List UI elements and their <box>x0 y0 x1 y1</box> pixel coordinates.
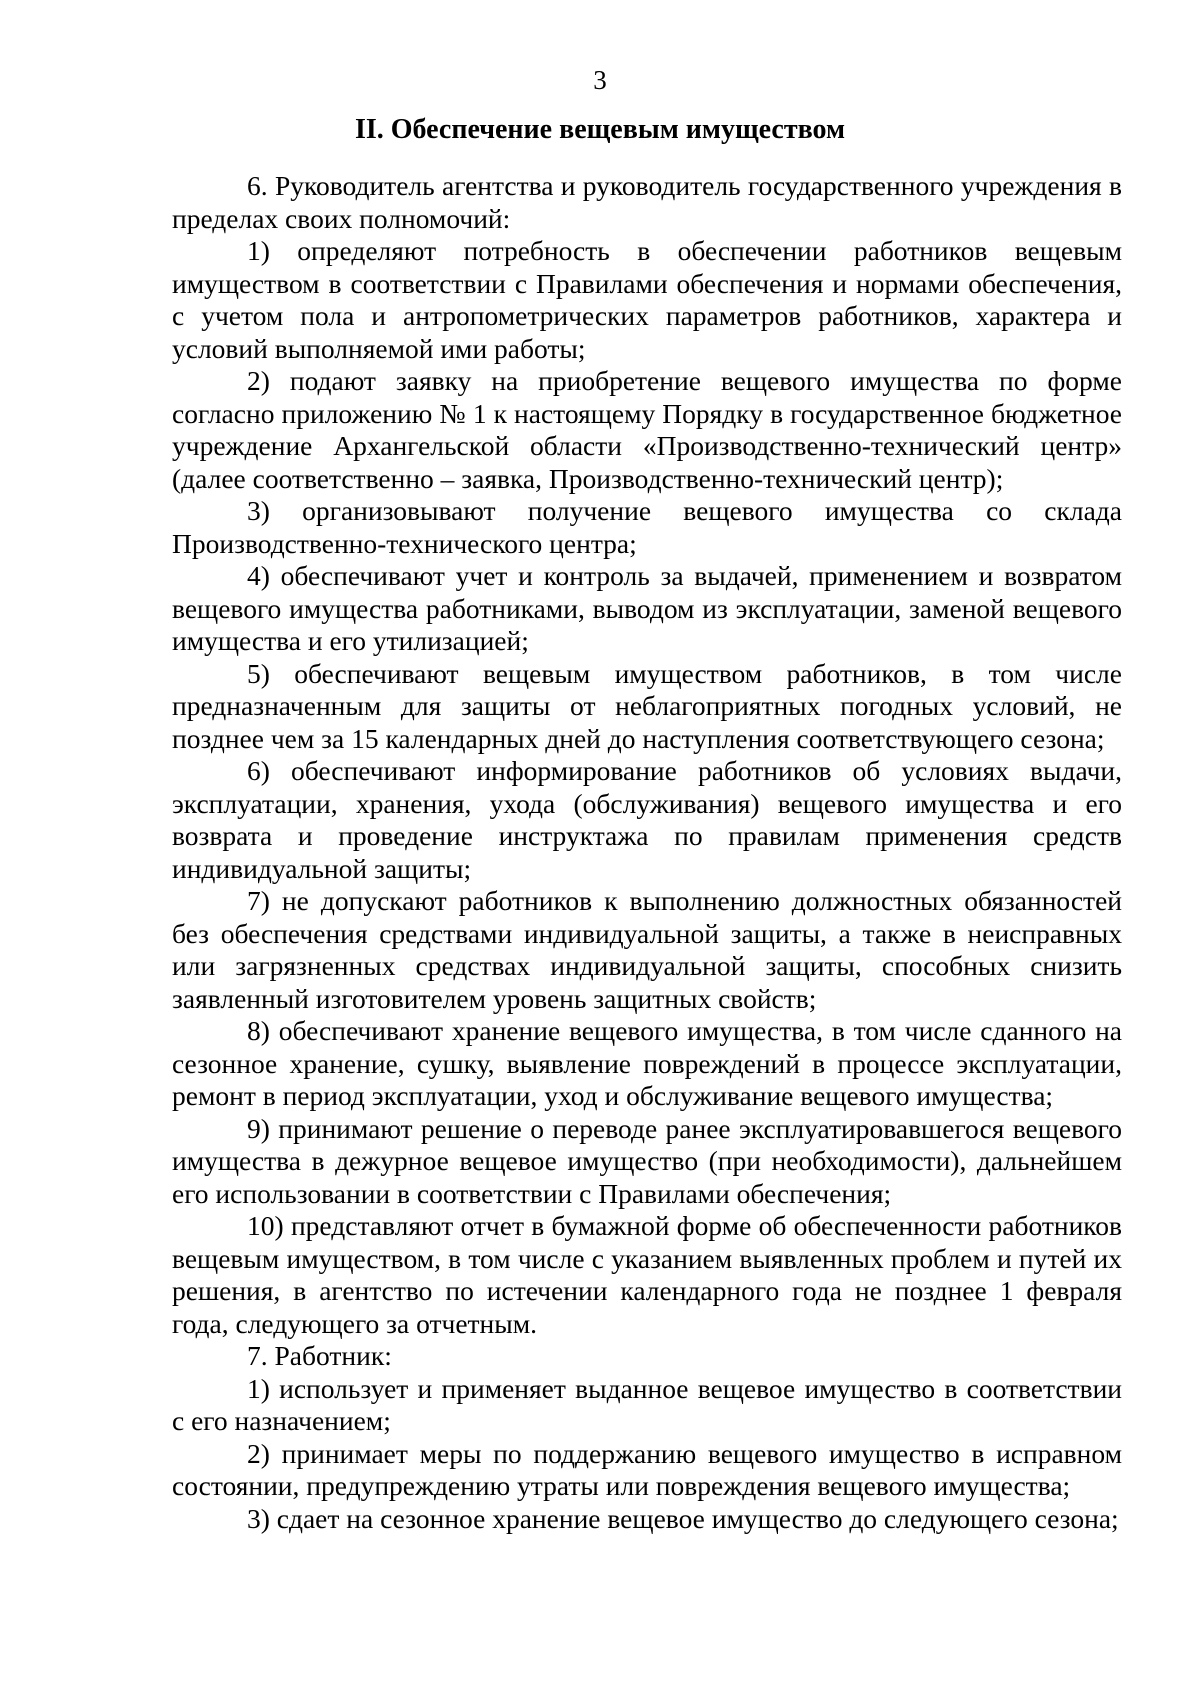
paragraph-6-item-8: 8) обеспечивают хранение вещевого имущества, в том числе сданного на сезонное хранение, сушку, выявление повреждений в процессе эксплуатации, ремонт в период эксплуатации, уход и обслуживание вещевого имущества; <box>172 1015 1122 1111</box>
paragraph-6-item-1: 1) определяют потребность в обеспечении работников вещевым имуществом в соответствии с Правилами обеспечения и нормами обеспечения, с учетом пола и антропометрических параметров работников, характера и условий выполняемой ими работы; <box>172 235 1122 364</box>
document-body <box>172 170 1122 1535</box>
paragraph-6-item-7: 7) не допускают работников к выполнению должностных обязанностей без обеспечения средствами индивидуальной защиты, а также в неисправных или загрязненных средствах индивидуальной защиты, способных снизить заявленный изготовителем уровень защитных свойств; <box>172 885 1122 1014</box>
page-number: 3 <box>593 65 607 95</box>
paragraph-6-item-10: 10) представляют отчет в бумажной форме об обеспеченности работников вещевым имуществом, в том числе с указанием выявленных проблем и путей их решения, в агентство по истечении календарного года не позднее 1 февраля года, следующего за отчетным. <box>172 1210 1122 1339</box>
paragraph-6-item-6: 6) обеспечивают информирование работников об условиях выдачи, эксплуатации, хранения, ухода (обслуживания) вещевого имущества и его возврата и проведение инструктажа по правилам применения средств индивидуальной защиты; <box>172 755 1122 884</box>
paragraph-6-intro: 6. Руководитель агентства и руководитель государственного учреждения в пределах своих полномочий: <box>172 170 1122 234</box>
paragraph-6-item-9: 9) принимают решение о переводе ранее эксплуатировавшегося вещевого имущества в дежурное вещевое имущество (при необходимости), дальнейшем его использовании в соответствии с Правилами обеспечения; <box>172 1112 1122 1209</box>
paragraph-7-item-2: 2) принимает меры по поддержанию вещевого имущество в исправном состоянии, предупреждению утраты или повреждения вещевого имущества; <box>172 1437 1122 1501</box>
paragraph-6-item-5: 5) обеспечивают вещевым имуществом работников, в том числе предназначенным для защиты от неблагоприятных погодных условий, не позднее чем за 15 календарных дней до наступления соответствующего сезона; <box>172 657 1122 754</box>
paragraph-6-item-2: 2) подают заявку на приобретение вещевого имущества по форме согласно приложению № 1 к настоящему Порядку в государственное бюджетное учреждение Архангельской области «Производственно-технический центр» (далее соответственно – заявка, Производственно-технический центр); <box>172 365 1122 494</box>
paragraph-7-intro: 7. Работник: <box>247 1340 392 1371</box>
paragraph-6-item-3: 3) организовывают получение вещевого имущества со склада Производственно-технического центра; <box>172 495 1122 559</box>
paragraph-6-item-4: 4) обеспечивают учет и контроль за выдачей, применением и возвратом вещевого имущества работниками, выводом из эксплуатации, заменой вещевого имущества и его утилизацией; <box>172 560 1122 656</box>
section-title: II. Обеспечение вещевым имуществом <box>354 114 846 145</box>
paragraph-7-item-1: 1) использует и применяет выданное вещевое имущество в соответствии с его назначением; <box>172 1372 1122 1436</box>
paragraph-7-item-3: 3) сдает на сезонное хранение вещевое имущество до следующего сезона; <box>247 1502 1119 1534</box>
